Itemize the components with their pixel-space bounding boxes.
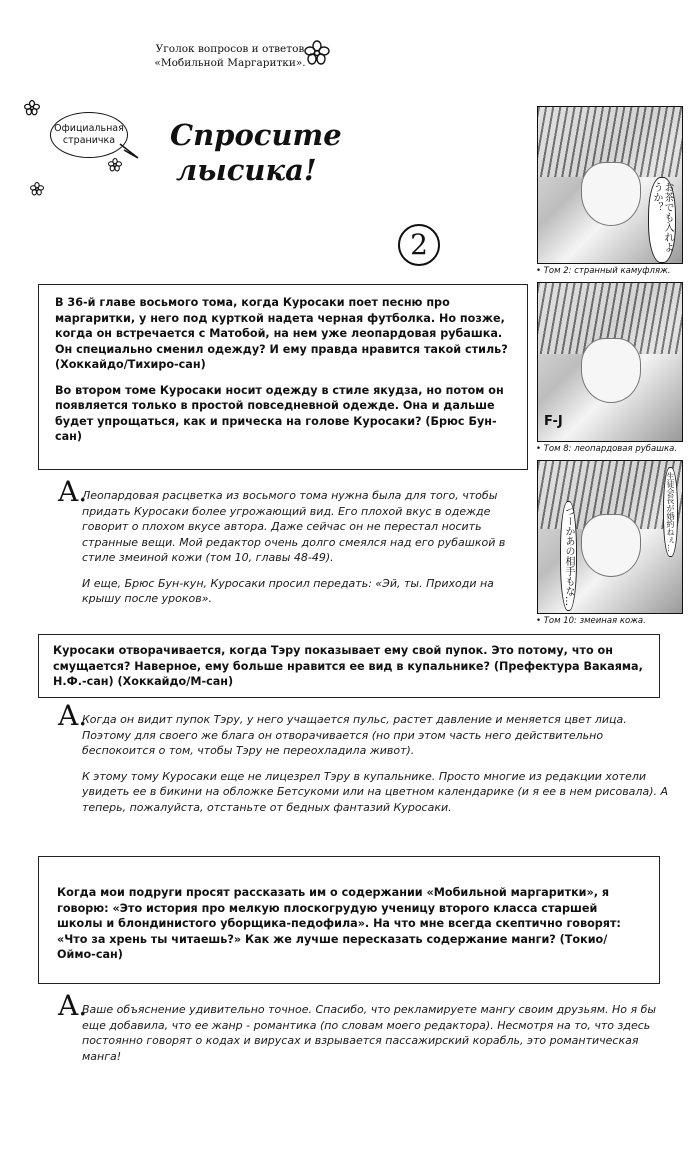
answer-text: К этому тому Куросаки еще не лицезрел Тэру в купальнике. Просто многие из редакции хотели увидеть ее в бикини на обложке Бетсукоми или на цветном календарике (и я ее в нем рисовала). А теперь, пожалуйста, отстаньте от бедных фантазий Куросаки.: [82, 769, 669, 814]
flower-doodle-icon: [30, 182, 44, 196]
speech-balloon: 生徒会長が婚約ねぇ…: [663, 467, 678, 557]
panel-face: [581, 162, 641, 226]
question-text: Когда мои подруги просят рассказать им о содержании «Мобильной маргаритки», я говорю: «Это история про мелкую плоскогрудую ученицу второго класса старшей школы и блондинистого уборщика-педофила». На что мне всегда скептично говорят: «Что за хрень ты читаешь?» Как же лучше пересказать содержание манги? (Токио/Оймо-сан): [57, 886, 621, 961]
flower-doodle-icon: [24, 100, 40, 116]
question-box-2: [38, 634, 660, 698]
question-box-1: [38, 284, 528, 470]
answer-text: И еще, Брюс Бун-кун, Куросаки просил передать: «Эй, ты. Приходи на крышу после уроков».: [82, 576, 494, 605]
question-text: Куросаки отворачивается, когда Тэру показывает ему свой пупок. Это потому, что он смущается? Наверное, ему больше нравится ее вид в купальнике? (Префектура Вакаяма, Н.Ф.-сан) (Хоккайдо/М-сан): [53, 644, 643, 688]
answer-letter: A.: [58, 475, 88, 508]
panel-sfx: F-J: [544, 414, 563, 429]
answer-block-1: [82, 488, 518, 617]
question-text: Во втором томе Куросаки носит одежду в стиле якудза, но потом он появляется только в простой повседневной одежде. Она и дальше будет упрощаться, как и прическа на голове Куросаки? (Брюс Бун-сан): [55, 383, 504, 443]
bubble-line-2: страничка: [62, 135, 116, 146]
manga-panel-1: [537, 106, 683, 264]
corner-header: [150, 42, 310, 70]
manga-panel-3: [537, 460, 683, 614]
bubble-tail: [118, 140, 140, 162]
speech-balloon: つーかあの相手もな…: [560, 501, 577, 611]
answer-text: Когда он видит пупок Тэру, у него учащается пульс, растет давление и меняется цвет лица. Поэтому для своего же блага он отворачивается (но при этом часть него действительно беспокоится о том, чтобы Тэру не переохладила живот).: [82, 713, 627, 757]
panel-face: [581, 338, 641, 403]
section-number: 2: [398, 224, 440, 266]
question-box-3: [38, 856, 660, 984]
question-text: В 36-й главе восьмого тома, когда Куросаки поет песню про маргаритки, у него под курткой надета черная футболка. Но позже, когда он встречается с Матобой, на нем уже леопардовая рубашка. Он специально сменил одежду? И ему правда нравится такой стиль? (Хоккайдо/Тихиро-сан): [55, 296, 508, 371]
answer-block-3: [82, 1002, 672, 1074]
header-line-1: Уголок вопросов и ответов: [155, 43, 305, 55]
manga-panel-2: [537, 282, 683, 442]
header-line-2: «Мобильной Маргаритки».: [154, 57, 306, 69]
flower-doodle-icon: [304, 40, 330, 66]
title-line-1: Спросите: [170, 118, 342, 152]
answer-text: Леопардовая расцветка из восьмого тома нужна была для того, чтобы придать Куросаки более угрожающий вид. Его плохой вкус в одежде говорит о плохом вкусе автора. Даже сейчас он не перестал носить странные вещи. Мой редактор очень долго смеялся над его рубашкой в стиле змеиной кожи (том 10, главы 48-49).: [82, 489, 506, 564]
panel-face: [581, 514, 641, 577]
answer-block-2: [82, 712, 672, 825]
answer-letter: A.: [58, 699, 88, 732]
answer-text: Ваше объяснение удивительно точное. Спасибо, что рекламируете мангу своим друзьям. Но я бы еще добавила, что ее жанр - романтика (по словам моего редактора). Несмотря на то, что здесь постоянно говорят о кодах и вирусах и взрывается пассажирский корабль, это романтическая манга!: [82, 1003, 657, 1063]
official-page-bubble: [50, 112, 128, 158]
panel-caption: • Том 8: леопардовая рубашка.: [536, 444, 678, 454]
bubble-line-1: Официальная: [54, 123, 124, 134]
speech-balloon: お茶でも入れようか？: [648, 177, 676, 263]
title-line-2: лысика!: [176, 153, 317, 187]
page-title: [170, 118, 342, 188]
panel-caption: • Том 10: змеиная кожа.: [536, 616, 646, 626]
answer-letter: A.: [58, 989, 88, 1022]
panel-caption: • Том 2: странный камуфляж.: [536, 266, 671, 276]
